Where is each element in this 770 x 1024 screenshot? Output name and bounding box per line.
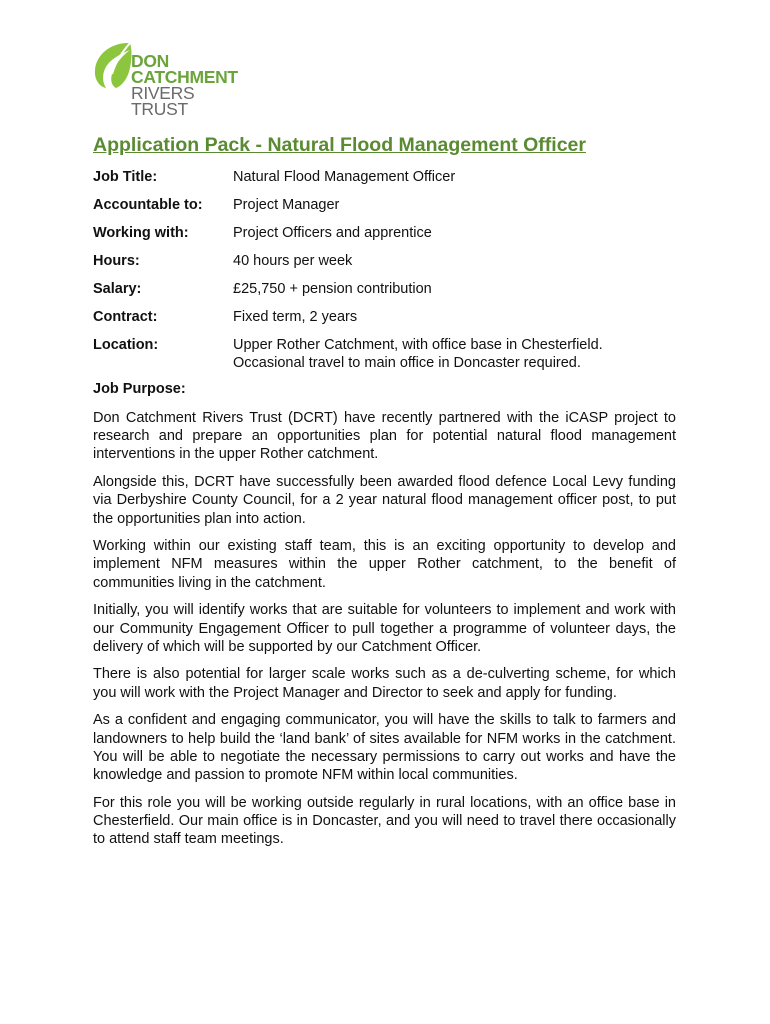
page-title: Application Pack - Natural Flood Management Officer [93,134,586,156]
detail-row [93,224,683,242]
detail-value-line: Project Manager [233,197,340,213]
detail-label: Location: [93,337,159,353]
detail-value [233,168,683,186]
detail-value [233,336,683,372]
detail-value-line: Project Officers and apprentice [233,225,432,241]
logo-line-rivers-trust: RIVERS TRUST [131,83,195,119]
body-paragraph: As a confident and engaging communicator, you will have the skills to talk to farmers and landowners to help build the ‘land bank’ of sites available for NFM works in the catchment. You will be able to negotiate the necessary permissions to carry out works and have the knowledge and passion to promote NFM within local communities. [93,712,676,783]
detail-value [233,280,683,298]
detail-label: Salary: [93,281,142,297]
detail-value [233,196,683,214]
detail-value [233,224,683,242]
detail-value [233,252,683,270]
body-paragraph: Initially, you will identify works that are suitable for volunteers to implement and work with our Community Engagement Officer to pull together a programme of volunteer days, the delivery of which will be supported by our Catchment Officer. [93,602,676,655]
job-details [93,168,683,382]
detail-value [233,308,683,326]
body-paragraph: There is also potential for larger scale works such as a de-culverting scheme, for which you will work with the Project Manager and Director to seek and apply for funding. [93,666,676,701]
detail-row [93,252,683,270]
job-purpose-body [93,409,676,858]
body-paragraph: Don Catchment Rivers Trust (DCRT) have recently partnered with the iCASP project to research and prepare an opportunities plan for potential natural flood management interventions in the upper Rother catchment. [93,410,676,463]
body-paragraph: For this role you will be working outside regularly in rural locations, with an office base in Chesterfield. Our main office is in Doncaster, and you will need to travel there occasionally to attend staff team meetings. [93,794,676,848]
detail-value-line: Natural Flood Management Officer [233,169,456,185]
detail-label: Accountable to: [93,197,203,213]
body-paragraph: Working within our existing staff team, this is an exciting opportunity to develop and implement NFM measures within the upper Rother catchment, to the benefit of communities living in the catchment. [93,538,676,591]
dcrt-logo [92,40,242,119]
detail-label: Hours: [93,253,140,269]
logo-wordmark [131,53,242,117]
detail-row [93,308,683,326]
detail-value-line: Fixed term, 2 years [233,309,358,325]
detail-label: Contract: [93,309,158,325]
detail-value-line: 40 hours per week [233,253,353,269]
detail-row [93,196,683,214]
job-purpose-heading: Job Purpose: [93,381,186,397]
logo-line-don: DON [131,51,169,71]
detail-label: Job Title: [93,169,158,185]
detail-row [93,336,683,372]
detail-label: Working with: [93,225,189,241]
detail-value-line: Occasional travel to main office in Doncaster required. [233,355,581,371]
detail-value-line: £25,750 + pension contribution [233,281,432,297]
detail-value-line: Upper Rother Catchment, with office base in Chesterfield. [233,337,603,353]
detail-row [93,168,683,186]
logo-line-catchment: CATCHMENT [131,67,238,87]
body-paragraph: Alongside this, DCRT have successfully been awarded flood defence Local Levy funding via Derbyshire County Council, for a 2 year natural flood management officer post, to put the opportunities plan into action. [93,474,676,527]
detail-row [93,280,683,298]
